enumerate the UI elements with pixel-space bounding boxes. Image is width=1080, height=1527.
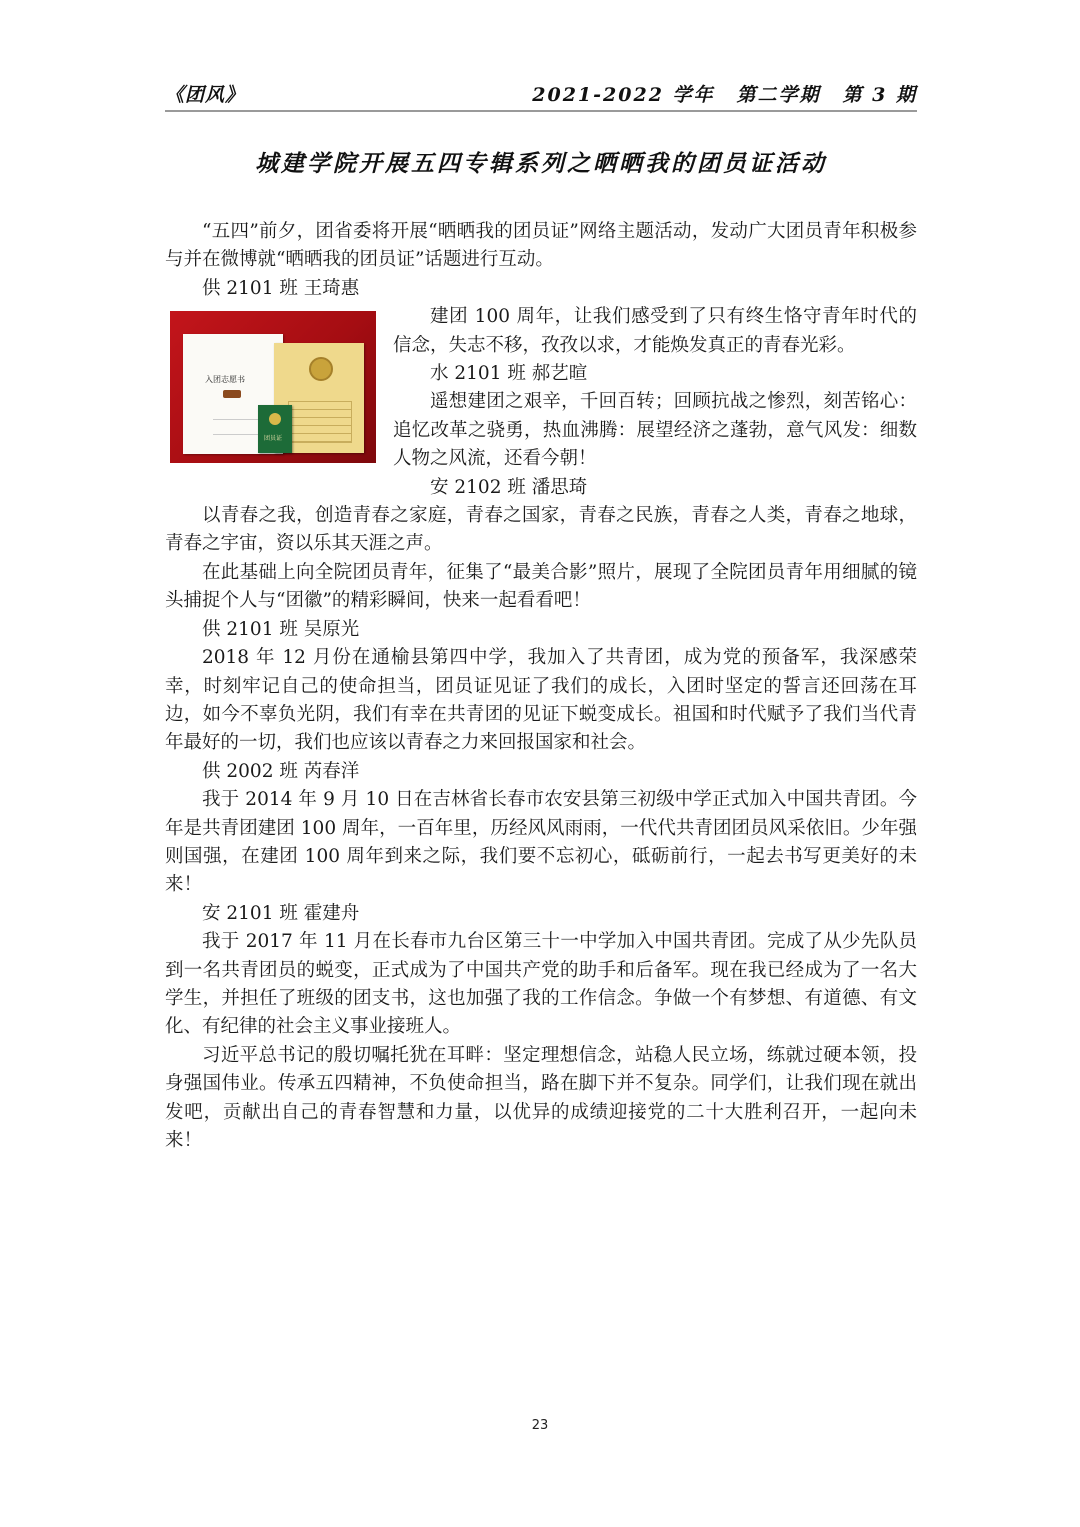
byline: 安 2102 班 潘思琦 — [430, 476, 588, 498]
byline: 安 2101 班 霍建舟 — [202, 902, 360, 924]
running-header — [165, 78, 917, 108]
paragraph: “五四”前夕，团省委将开展“晒晒我的团员证”网络主题活动，发动广大团员青年积极参与并在微博就“晒晒我的团员证”话题进行互动。 — [165, 221, 917, 271]
envelope-grid — [288, 401, 352, 443]
league-card — [258, 405, 292, 453]
byline: 供 2101 班 吴原光 — [202, 618, 360, 640]
journal-name: 《团风》 — [165, 84, 246, 106]
paragraph: 以青春之我，创造青春之家庭，青春之国家，青春之民族，青春之人类，青春之地球，青春之宇宙，资以乐其天涯之声。 — [165, 505, 917, 555]
header-rule — [165, 110, 917, 112]
paragraph: 遥想建团之艰辛，千回百转；回顾抗战之惨烈，刻苦铭心：追忆改革之骁勇，热血沸腾：展望经济之蓬勃，意气风发：细数人物之风流，还看今朝！ — [393, 391, 917, 470]
stamp-mark — [223, 390, 241, 398]
membership-card-photo — [170, 311, 376, 463]
paragraph: 我于 2014 年 9 月 10 日在吉林省长春市农安县第三初级中学正式加入中国共青团。今年是共青团建团 100 周年，一百年里，历经风风雨雨，一代代共青团团员风采依旧。少年强则国强，在建团 100 周年到来之际，我们要不忘初心，砥砺前行，一起去书写更美好的未来！ — [165, 789, 917, 896]
byline: 水 2101 班 郝艺暄 — [430, 363, 588, 385]
article-title: 城建学院开展五四专辑系列之晒晒我的团员证活动 — [255, 150, 827, 177]
book-label: 入团志愿书 — [205, 375, 245, 384]
issue-info — [510, 80, 917, 107]
paragraph: 2018 年 12 月份在通榆县第四中学，我加入了共青团，成为党的预备军，我深感荣幸，时刻牢记自己的使命担当，团员证见证了我们的成长，入团时坚定的誓言还回荡在耳边，如今不辜负光阴，我们有幸在共青团的见证下蜕变成长。祖国和时代赋予了我们当代青年最好的一切，我们也应该以青春之力来回报国家和社会。 — [165, 647, 917, 754]
form-lines — [213, 419, 258, 435]
academic-year: 2021-2022 学年 — [532, 84, 715, 106]
badge-icon — [269, 413, 281, 425]
page-number: 23 — [531, 1418, 549, 1433]
paragraph: 我于 2017 年 11 月在长春市九台区第三十一中学加入中国共青团。完成了从少先队员到一名共青团员的蜕变，正式成为了中国共产党的助手和后备军。现在我已经成为了一名大学生，并担任了班级的团支书，这也加强了我的工作信念。争做一个有梦想、有道德、有文化、有纪律的社会主义事业接班人。 — [165, 931, 917, 1038]
byline: 供 2002 班 芮春洋 — [202, 760, 360, 782]
card-label: 团员证 — [264, 435, 283, 442]
paragraph: 建团 100 周年，让我们感受到了只有终生恪守青年时代的信念，失志不移，孜孜以求，才能焕发真正的青春光彩。 — [393, 306, 917, 356]
byline: 供 2101 班 王琦惠 — [202, 277, 360, 299]
semester: 第二学期 — [736, 84, 821, 106]
issue-number: 第 3 期 — [842, 84, 917, 106]
paragraph: 习近平总书记的殷切嘱托犹在耳畔：坚定理想信念，站稳人民立场，练就过硬本领，投身强国伟业。传承五四精神，不负使命担当，路在脚下并不复杂。同学们，让我们现在就出发吧，贡献出自己的青春智慧和力量，以优异的成绩迎接党的二十大胜利召开，一起向未来！ — [165, 1044, 917, 1151]
emblem-icon — [309, 357, 333, 381]
paragraph: 在此基础上向全院团员青年，征集了“最美合影”照片，展现了全院团员青年用细腻的镜头捕捉个人与“团徽”的精彩瞬间，快来一起看看吧！ — [165, 561, 917, 612]
